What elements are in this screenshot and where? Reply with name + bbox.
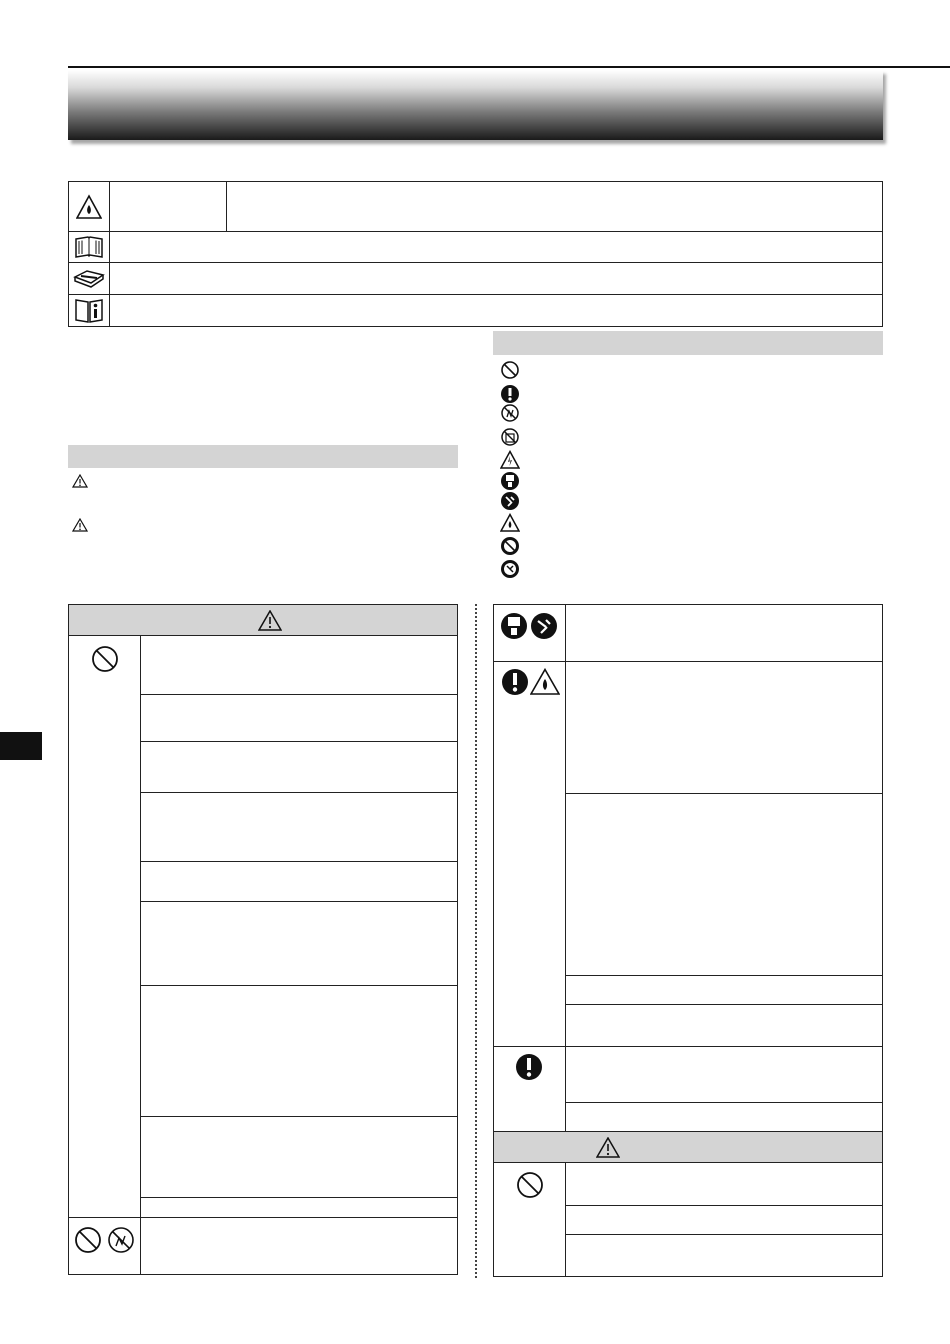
symbol-table	[68, 181, 883, 327]
table-row	[566, 793, 882, 794]
flammable-icon	[530, 668, 560, 695]
symbol-description	[110, 232, 883, 263]
warning-triangle-icon	[596, 1137, 620, 1158]
do-not-touch-icon	[500, 403, 522, 423]
service-manual-icon	[69, 267, 109, 291]
manual-book-icon	[69, 235, 109, 259]
table-row	[566, 1205, 882, 1206]
symbol-label	[110, 182, 227, 232]
table-row	[566, 975, 882, 976]
warning-triangle-icon	[258, 610, 282, 631]
table-row	[141, 985, 457, 986]
no-disassemble-icon	[500, 559, 522, 579]
table-row	[141, 1197, 457, 1198]
table-row	[566, 1004, 882, 1005]
prohibited-icon	[516, 1171, 544, 1199]
info-manual-icon	[69, 298, 109, 324]
no-fire-icon	[500, 536, 522, 556]
symbol-row-flammable	[69, 182, 110, 232]
table-row	[494, 661, 882, 662]
symbol-description	[110, 263, 883, 295]
prohibited-icon	[500, 360, 522, 380]
prohibited-icon	[91, 645, 119, 673]
table-row	[141, 861, 457, 862]
caution-heading	[68, 445, 458, 468]
flammable-warning-icon	[69, 194, 109, 220]
table-row	[141, 741, 457, 742]
warning-box	[68, 604, 458, 1275]
warning-box-header	[69, 605, 457, 636]
table-row	[141, 792, 457, 793]
warning-triangle-icon	[500, 450, 522, 470]
warning-triangle-icon	[72, 518, 88, 532]
warning-box-right	[493, 604, 883, 1277]
symbols-heading	[493, 331, 883, 355]
page-title-banner	[68, 70, 883, 140]
ground-icon	[500, 491, 522, 511]
symbol-description	[110, 295, 883, 327]
mandatory-icon	[501, 668, 529, 696]
warning-triangle-icon	[72, 474, 88, 488]
mandatory-icon	[500, 384, 522, 404]
prohibited-icon	[74, 1226, 102, 1254]
column-separator	[475, 604, 477, 1278]
top-rule	[68, 66, 950, 68]
ground-icon	[530, 612, 558, 640]
table-row	[141, 901, 457, 902]
caution-box-header	[494, 1131, 882, 1163]
table-row	[141, 1116, 457, 1117]
symbol-description	[227, 182, 883, 232]
section-tab	[0, 732, 42, 760]
table-row	[494, 1046, 882, 1047]
table-row	[566, 1102, 882, 1103]
flammable-icon	[500, 513, 522, 533]
table-row	[566, 1234, 882, 1235]
do-not-touch-icon	[107, 1226, 135, 1254]
table-row	[69, 1217, 457, 1218]
mandatory-icon	[515, 1053, 543, 1081]
do-not-wet-icon	[500, 427, 522, 447]
unplug-icon	[500, 471, 522, 491]
unplug-icon	[500, 612, 528, 640]
table-row	[141, 694, 457, 695]
